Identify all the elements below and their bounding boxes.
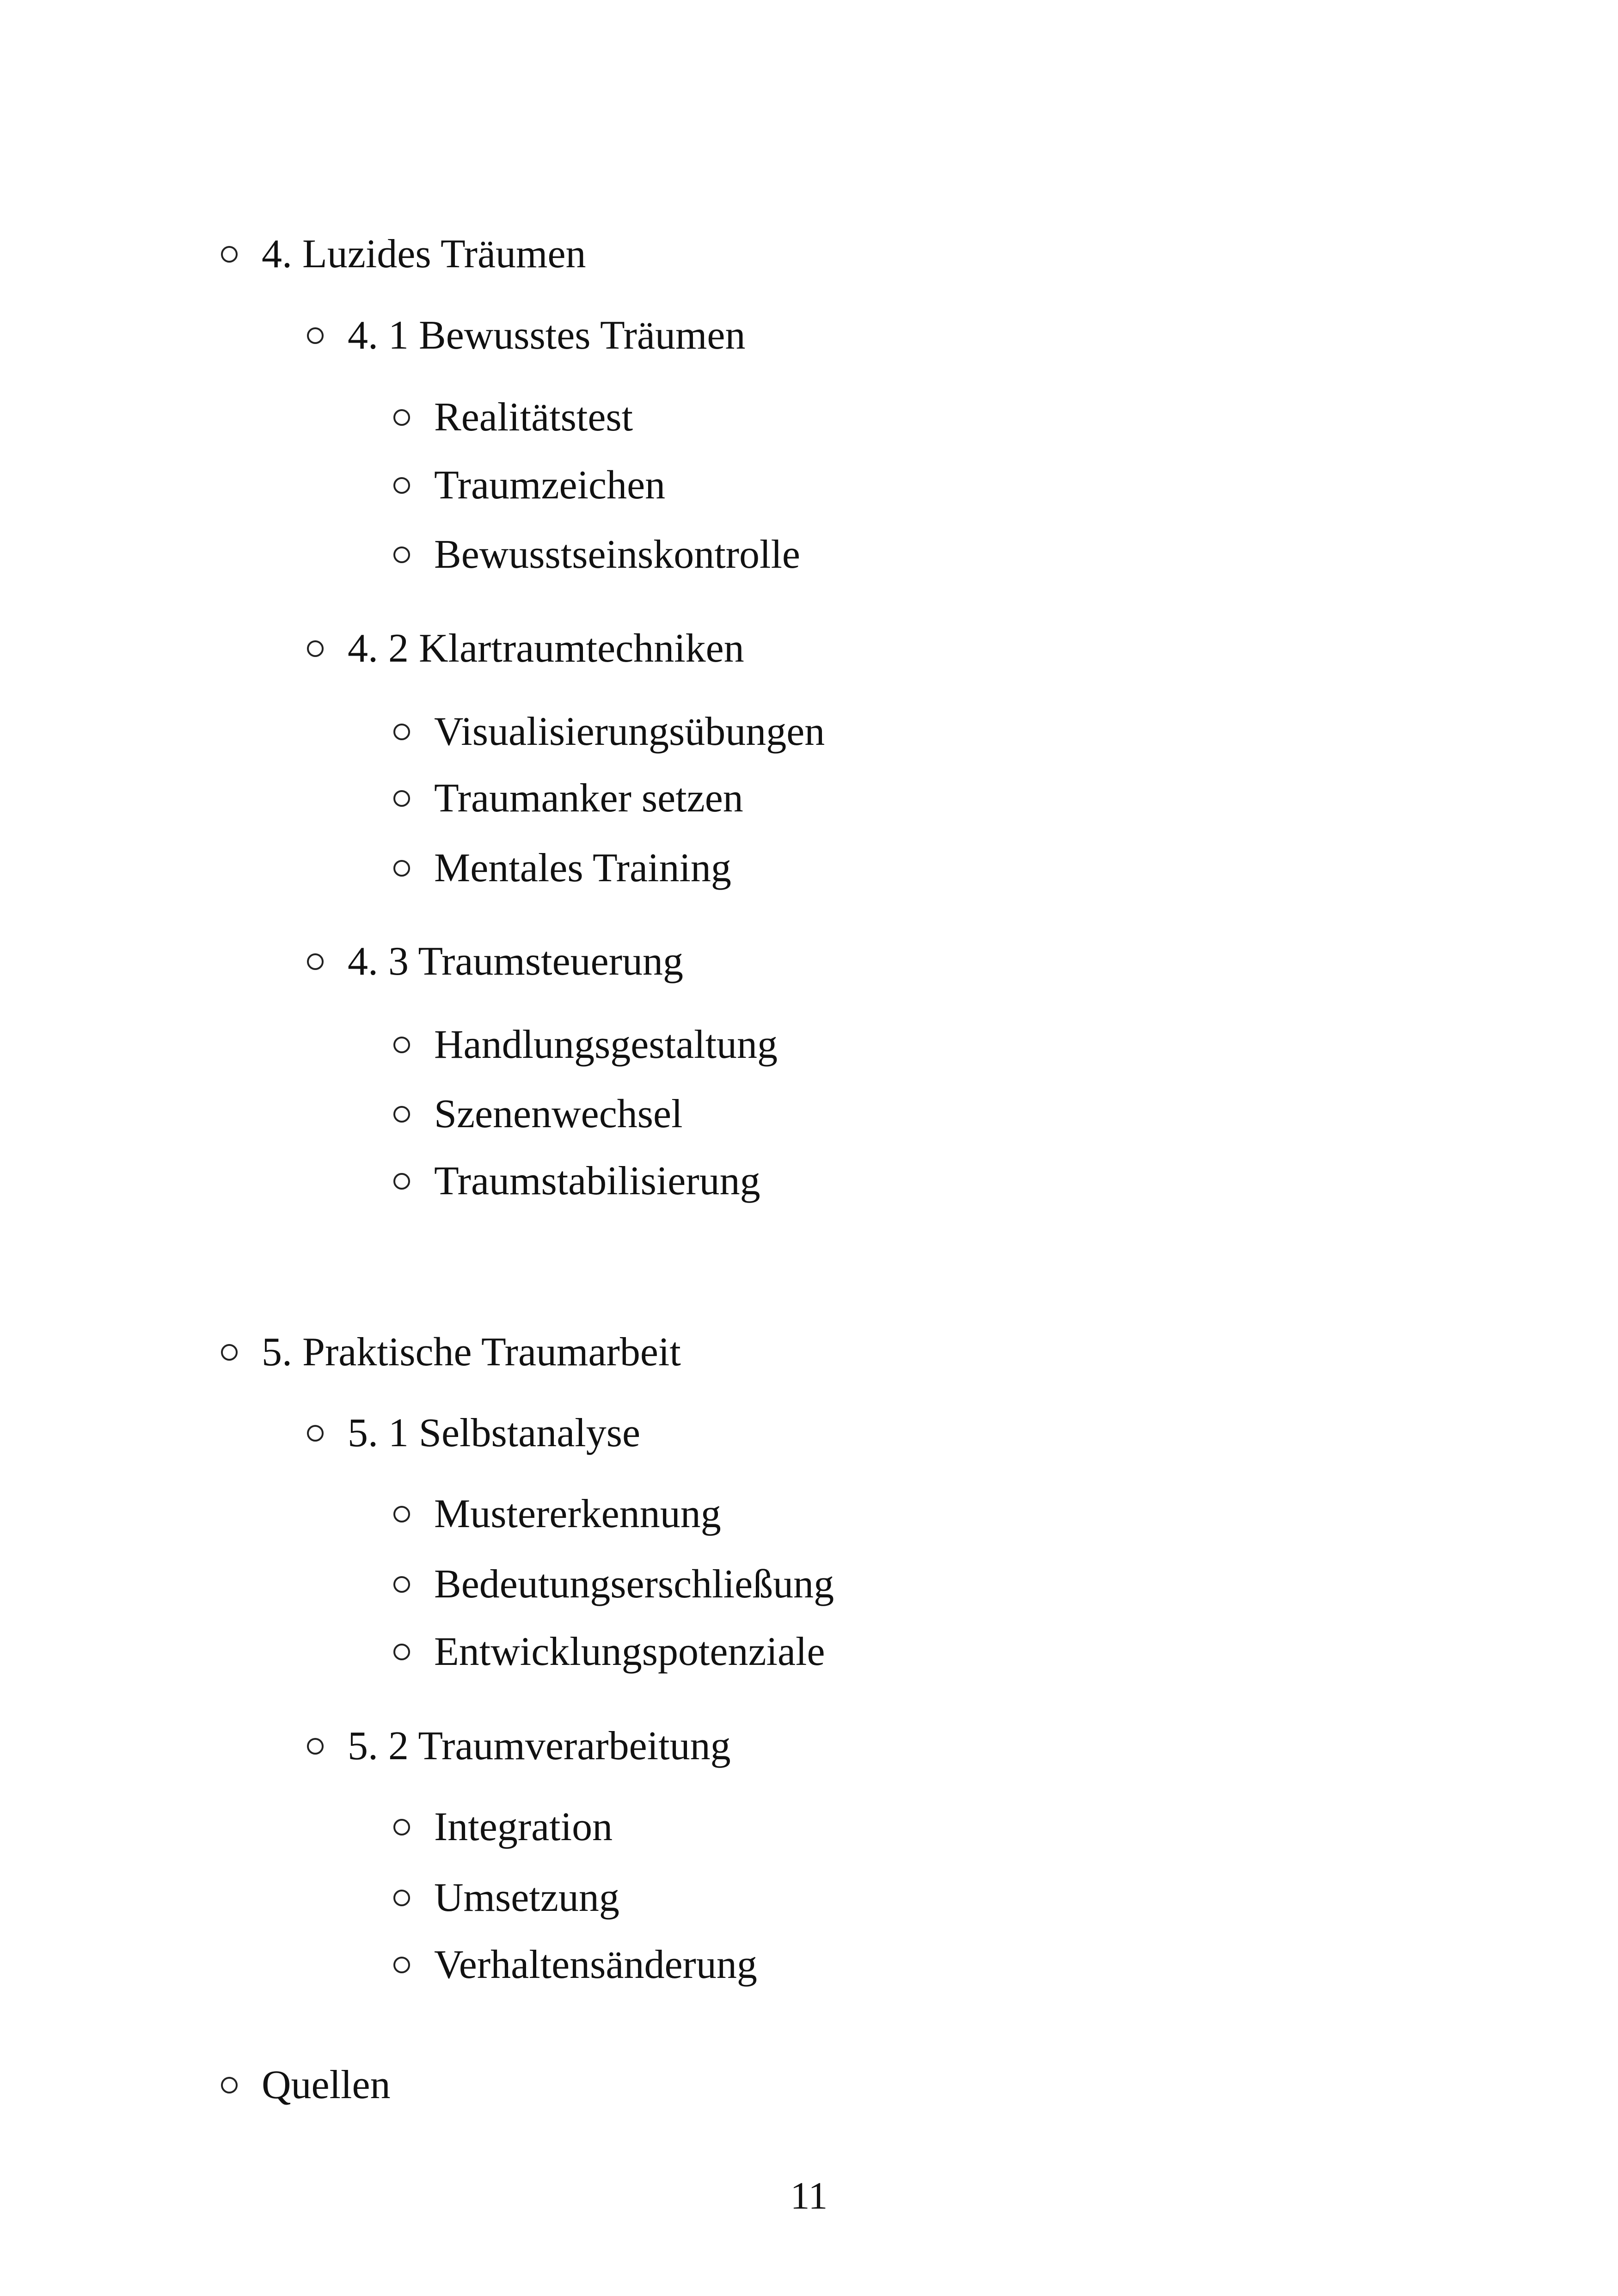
outline-item-bedeutungserschliessung: [393, 1557, 834, 1612]
outline-item-mentales-training: [393, 841, 731, 896]
outline-item-label: 4. 2 Klartraumtechniken: [348, 626, 744, 671]
hollow-bullet-icon: [393, 546, 410, 563]
hollow-bullet-icon: [393, 1106, 410, 1123]
outline-item-umsetzung: [393, 1870, 619, 1926]
outline-item-label: Bedeutungserschließung: [434, 1562, 834, 1607]
hollow-bullet-icon: [221, 1344, 238, 1361]
outline-item-label: Traumanker setzen: [434, 776, 743, 821]
outline-item-label: Visualisierungsübungen: [434, 709, 825, 754]
outline-item-label: 4. 1 Bewusstes Träumen: [348, 313, 746, 358]
hollow-bullet-icon: [393, 724, 410, 740]
outline-item-quellen: [221, 2057, 391, 2113]
outline-item-mustererkennung: [393, 1486, 721, 1542]
outline-item-label: Umsetzung: [434, 1875, 619, 1920]
outline-item-traumverarbeitung: [307, 1719, 731, 1774]
outline-item-traumsteuerung: [307, 934, 683, 989]
outline-item-handlungsgestaltung: [393, 1017, 778, 1073]
outline-item-realitaetstest: [393, 390, 633, 445]
hollow-bullet-icon: [393, 1819, 410, 1836]
hollow-bullet-icon: [393, 477, 410, 494]
outline-item-label: 4. Luzides Träumen: [262, 232, 586, 276]
outline-item-praktische-traumarbeit: [221, 1325, 681, 1380]
outline-item-label: Mentales Training: [434, 846, 731, 890]
outline-item-label: Szenenwechsel: [434, 1092, 683, 1136]
hollow-bullet-icon: [221, 246, 238, 263]
hollow-bullet-icon: [393, 1576, 410, 1593]
outline-item-label: Traumstabilisierung: [434, 1159, 760, 1203]
hollow-bullet-icon: [221, 2077, 238, 2093]
outline-item-label: 5. 2 Traumverarbeitung: [348, 1724, 731, 1768]
outline-item-selbstanalyse: [307, 1406, 640, 1461]
hollow-bullet-icon: [393, 1890, 410, 1906]
page-number: 11: [790, 2174, 828, 2217]
outline-item-label: 4. 3 Traumsteuerung: [348, 939, 683, 984]
hollow-bullet-icon: [393, 1644, 410, 1660]
outline-item-luzides-traeumen: [221, 227, 586, 282]
outline-item-visualisierungsuebungen: [393, 704, 825, 760]
outline-item-klartraumtechniken: [307, 621, 744, 676]
hollow-bullet-icon: [307, 1425, 324, 1442]
hollow-bullet-icon: [393, 1506, 410, 1522]
hollow-bullet-icon: [307, 640, 324, 657]
outline-item-label: 5. Praktische Traumarbeit: [262, 1330, 681, 1375]
outline-item-traumstabilisierung: [393, 1154, 760, 1209]
hollow-bullet-icon: [307, 327, 324, 344]
hollow-bullet-icon: [393, 790, 410, 807]
hollow-bullet-icon: [393, 1037, 410, 1053]
hollow-bullet-icon: [307, 1738, 324, 1755]
hollow-bullet-icon: [393, 409, 410, 426]
outline-item-label: Realitätstest: [434, 395, 633, 440]
outline-item-label: Verhaltensänderung: [434, 1942, 757, 1987]
outline-item-entwicklungspotenziale: [393, 1624, 825, 1680]
outline-item-bewusstseinskontrolle: [393, 527, 800, 583]
hollow-bullet-icon: [393, 860, 410, 877]
outline-item-verhaltensaenderung: [393, 1937, 757, 1993]
outline-item-label: Mustererkennung: [434, 1492, 721, 1536]
outline-item-traumanker-setzen: [393, 771, 743, 826]
outline-item-label: Handlungsgestaltung: [434, 1022, 778, 1067]
outline-item-label: Bewusstseinskontrolle: [434, 532, 800, 577]
hollow-bullet-icon: [393, 1957, 410, 1973]
outline-item-traumzeichen: [393, 458, 665, 513]
outline-item-label: Entwicklungspotenziale: [434, 1629, 825, 1674]
outline-item-label: 5. 1 Selbstanalyse: [348, 1411, 641, 1455]
hollow-bullet-icon: [393, 1173, 410, 1190]
outline-item-szenenwechsel: [393, 1087, 683, 1142]
outline-item-label: Traumzeichen: [434, 463, 666, 508]
hollow-bullet-icon: [307, 953, 324, 970]
outline-item-label: Integration: [434, 1805, 613, 1849]
outline-item-bewusstes-traeumen: [307, 308, 746, 363]
outline-item-label: Quellen: [262, 2063, 391, 2107]
outline-item-integration: [393, 1799, 613, 1855]
